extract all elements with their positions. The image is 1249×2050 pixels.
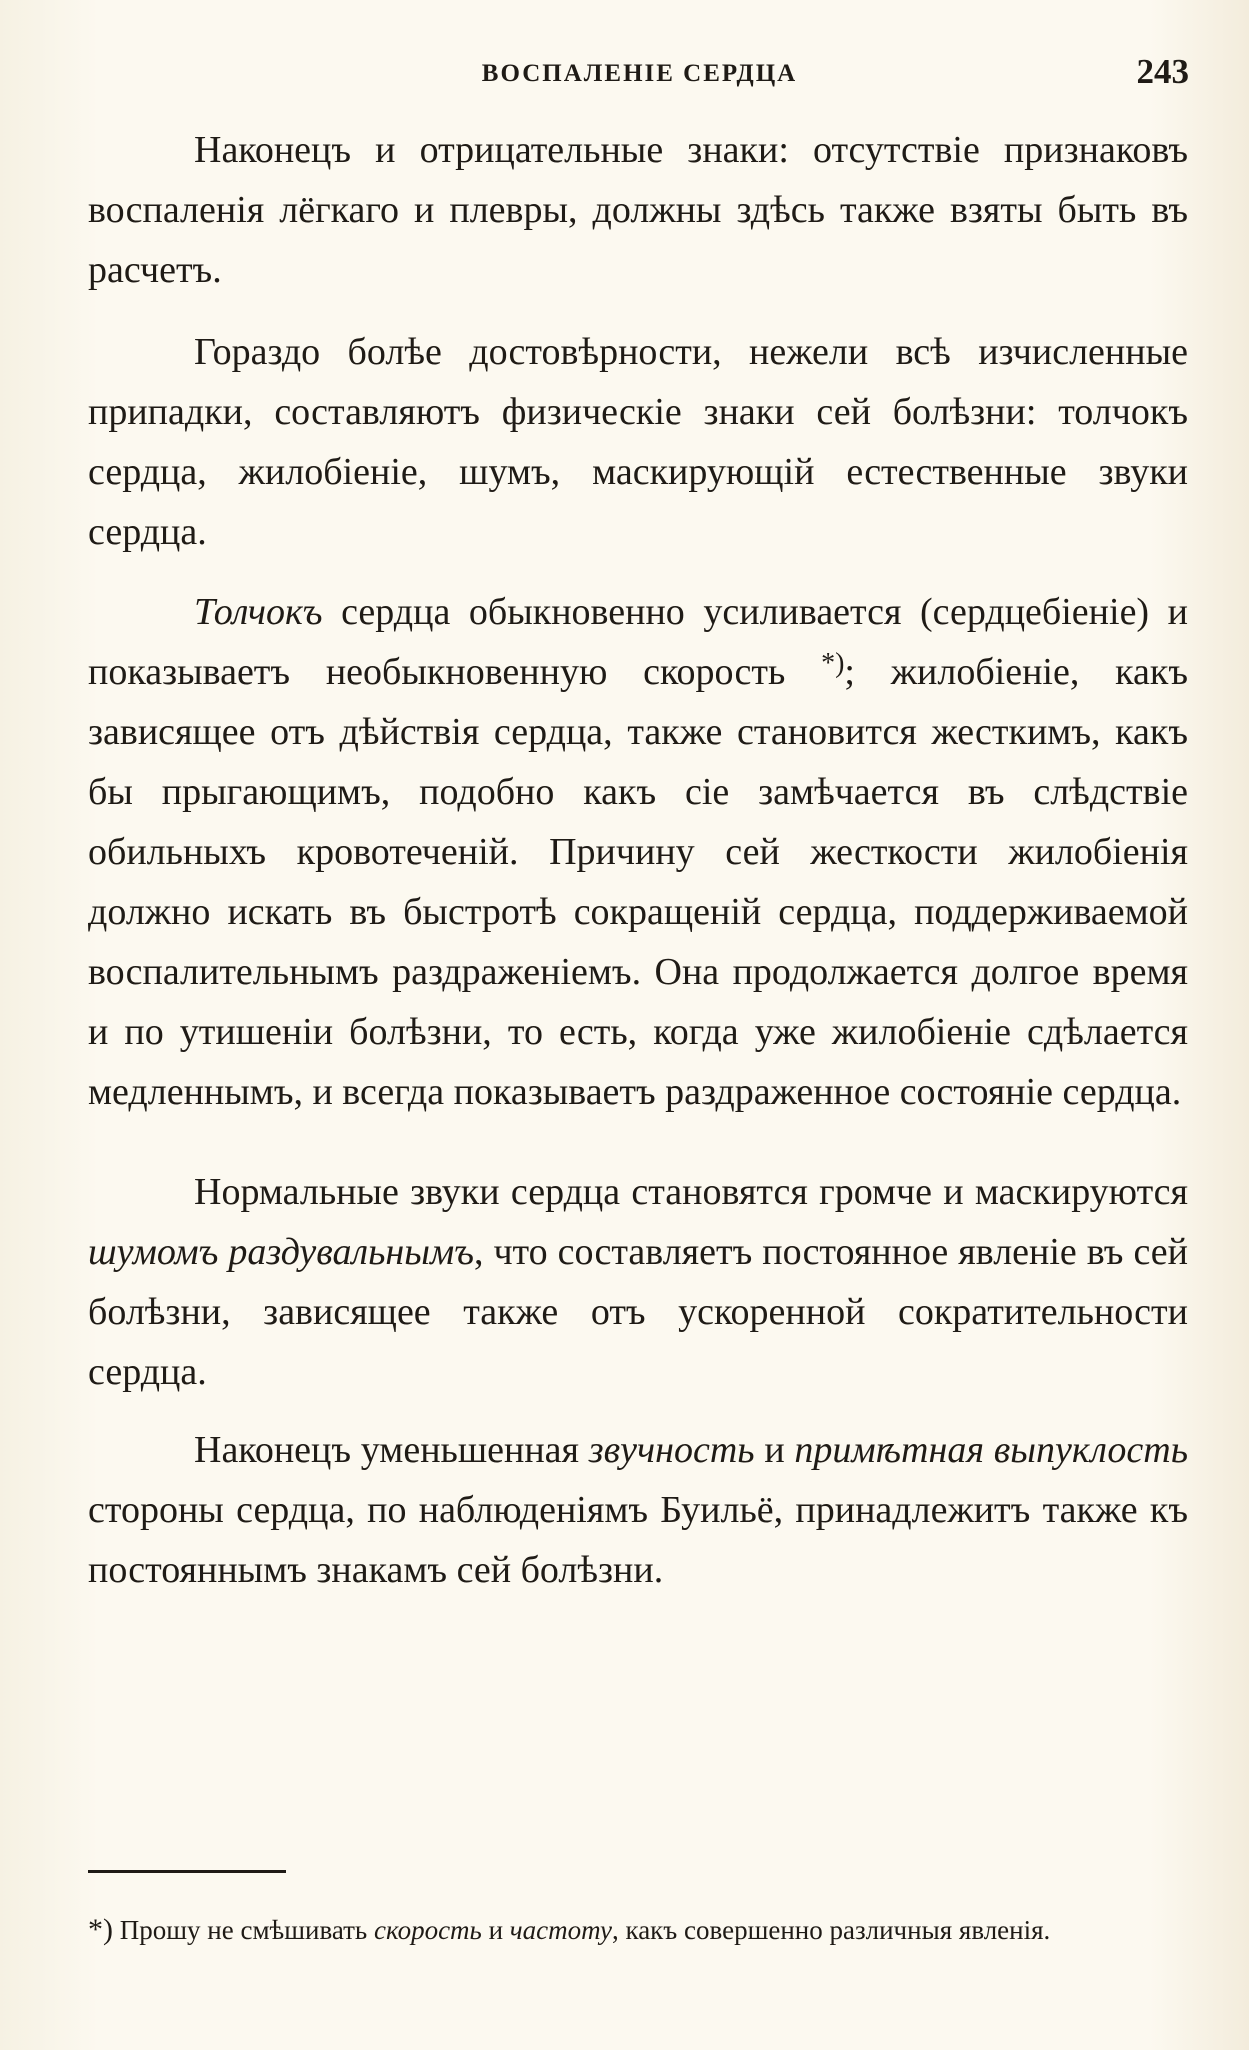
paragraph-physical-signs: Гораздо болѣе достовѣрности, нежели всѣ изчисленные припадки, составляютъ физическіе знаки сей болѣзни: толчокъ сердца, жилобіеніе, шумъ, маскирующій естественные звуки сердца.	[88, 331, 1188, 553]
footnote-reference: *)	[821, 648, 845, 679]
footnote-divider	[88, 1870, 286, 1873]
footnote-text: Прошу не смѣшивать	[113, 1915, 374, 1945]
paragraph-text: , что составляетъ постоянное явленіе въ сей болѣзни, зависящее также отъ ускоренной сократительности сердца.	[88, 1231, 1188, 1393]
paragraph-heart-impulse	[88, 582, 1188, 1122]
paragraph-heart-sounds	[88, 1162, 1188, 1402]
paragraph-text: стороны сердца, по наблюденіямъ Буильё, принадлежитъ также къ постояннымъ знакамъ сей болѣзни.	[88, 1489, 1188, 1591]
italic-term: Толчокъ	[194, 591, 323, 633]
footnote-text: и	[481, 1915, 510, 1945]
italic-term: скорость	[373, 1915, 482, 1945]
paragraph-resonance	[88, 1420, 1188, 1600]
footnote	[88, 1902, 1188, 1958]
page-number: 243	[1136, 52, 1189, 91]
paragraph-text: и	[754, 1429, 795, 1471]
paragraph-text: Наконецъ уменьшенная	[194, 1429, 589, 1471]
footnote-text: , какъ совершенно различныя явленія.	[611, 1915, 1051, 1945]
italic-term: частоту	[509, 1915, 612, 1945]
paragraph-negative-signs: Наконецъ и отрицательные знаки: отсутствіе признаковъ воспаленія лёгкаго и плевры, должны здѣсь также взяты быть въ расчетъ.	[88, 129, 1188, 291]
italic-term: примѣтная выпуклость	[794, 1429, 1189, 1471]
paragraph-text: ; жилобіеніе, какъ зависящее отъ дѣйствія сердца, также становится жесткимъ, какъ бы прыгающимъ, подобно какъ сіе замѣчается въ слѣдствіе обильныхъ кровотеченій. Причину сей жесткости жилобіенія должно искать въ быстротѣ сокращеній сердца, поддерживаемой воспалительнымъ раздраженіемъ. Она продолжается долгое время и по утишеніи болѣзни, то есть, когда уже жилобіеніе сдѣлается медленнымъ, и всегда показываетъ раздраженное состояніе сердца.	[88, 651, 1188, 1113]
paragraph-text: Нормальные звуки сердца становятся громче и маскируются	[194, 1171, 1188, 1213]
body-text	[88, 120, 1188, 1600]
paragraph-text: сердца обыкновенно усиливается (сердцебіеніе) и показываетъ необыкновенную скорость	[88, 591, 1188, 693]
italic-term: звучность	[588, 1429, 755, 1471]
running-head: ВОСПАЛЕНІЕ СЕРДЦА	[481, 60, 798, 87]
page-header	[90, 52, 1189, 92]
footnote-mark: *)	[88, 1913, 113, 1946]
italic-term: шумомъ раздувальнымъ	[88, 1231, 474, 1273]
